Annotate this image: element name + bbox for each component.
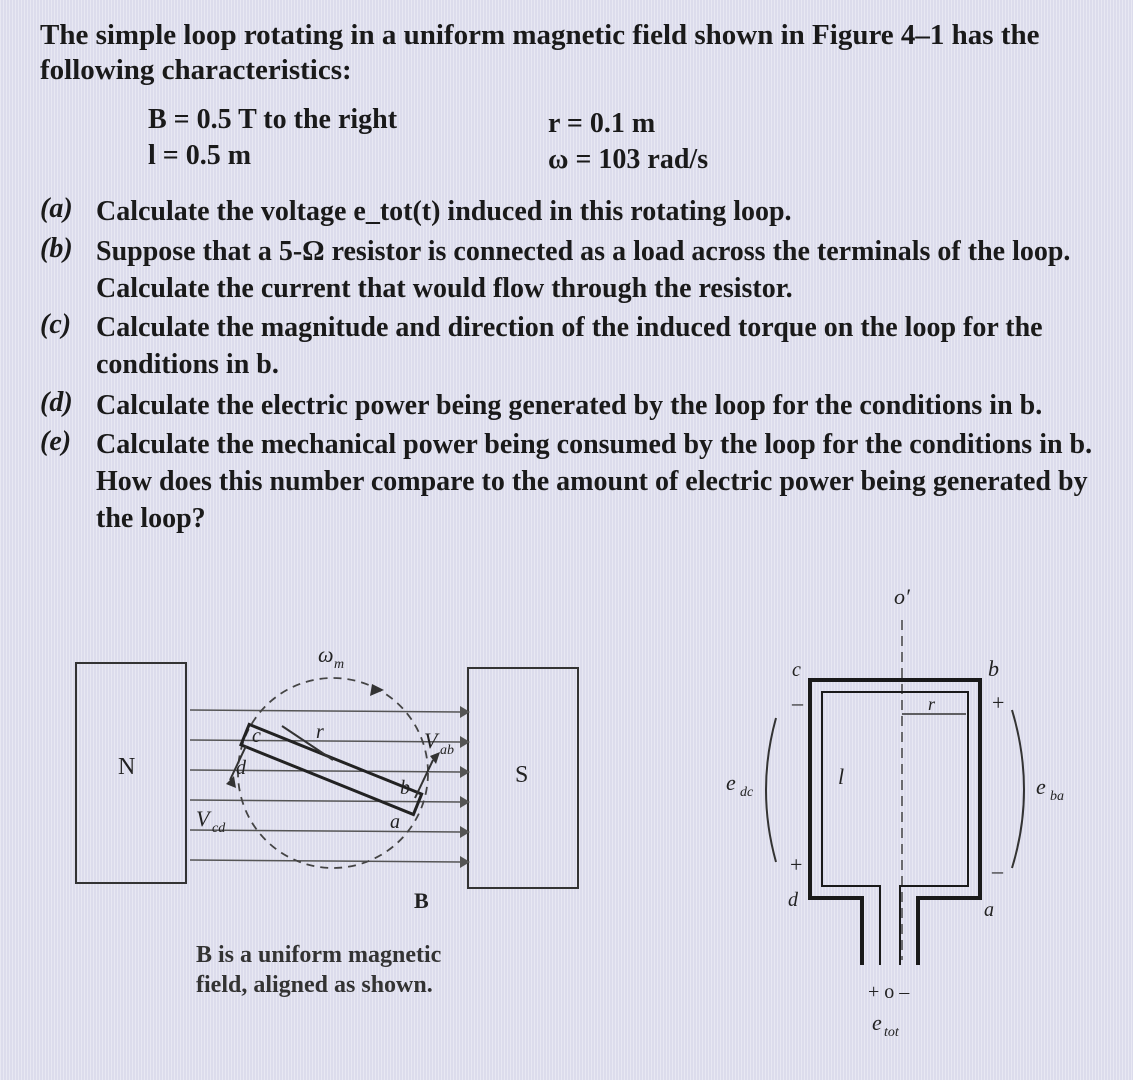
param-omega: ω = 103 rad/s — [548, 144, 709, 175]
question-d-text: Calculate the electric power being generated by the loop for the conditions in b. — [96, 390, 1043, 421]
field-B-label: B — [414, 888, 429, 913]
side-b-label: b — [400, 777, 410, 799]
edc-plus: + — [790, 852, 803, 877]
vcd-subscript: cd — [212, 821, 226, 836]
param-B: B = 0.5 T to the right — [148, 104, 398, 135]
corner-c-label: c — [792, 659, 801, 681]
side-a-label: a — [390, 811, 400, 833]
edc-label: e — [726, 770, 736, 795]
eba-label: e — [1036, 774, 1046, 799]
question-b-text: Suppose that a 5-Ω resistor is connected as a load across the terminals of the loop. Calculate the current that would flow through the resistor. — [96, 236, 1071, 304]
terminal-polarity: + o – — [868, 981, 910, 1003]
question-c-text: Calculate the magnitude and direction of the induced torque on the loop for the conditions in b. — [96, 312, 1043, 380]
edc-subscript: dc — [740, 785, 754, 800]
problem-intro: The simple loop rotating in a uniform magnetic field shown in Figure 4–1 has the following characteristics: — [40, 19, 1040, 86]
rotation-path — [238, 678, 428, 868]
question-d-label: (d) — [40, 387, 73, 418]
vab-subscript: ab — [440, 743, 454, 758]
question-e-text: Calculate the mechanical power being consumed by the loop for the conditions in b. How does this number compare to the amount of electric power being generated by the loop? — [96, 429, 1093, 534]
question-a-label: (a) — [40, 193, 73, 224]
radius-line — [282, 726, 333, 760]
omega-subscript: m — [334, 657, 345, 672]
vab-label: V — [424, 728, 438, 753]
edc-minus: – — [792, 690, 803, 715]
eba-subscript: ba — [1050, 789, 1064, 804]
loop-inner-outline — [822, 692, 968, 965]
corner-a-label: a — [984, 899, 994, 921]
omega-arrowhead — [370, 684, 384, 696]
side-d-label: d — [236, 757, 246, 779]
radius-label: r — [316, 721, 324, 743]
radius-r-label: r — [928, 694, 936, 714]
param-r: r = 0.1 m — [548, 108, 656, 139]
omega-label: ω — [318, 642, 334, 667]
eba-bracket — [1012, 710, 1024, 868]
north-pole-label: N — [118, 754, 136, 780]
etot-subscript: tot — [884, 1025, 899, 1040]
question-b-label: (b) — [40, 233, 73, 264]
eba-plus: + — [992, 690, 1005, 715]
question-a-text: Calculate the voltage e_tot(t) induced in this rotating loop. — [96, 196, 792, 227]
param-l: l = 0.5 m — [148, 140, 252, 171]
south-pole-label: S — [515, 762, 529, 788]
figure-caption: B is a uniform magnetic field, aligned as shown. — [196, 942, 442, 998]
etot-label: e — [872, 1010, 882, 1035]
eba-minus: – — [992, 858, 1003, 883]
corner-b-label: b — [988, 656, 999, 681]
question-c-label: (c) — [40, 309, 72, 340]
length-l-label: l — [838, 764, 845, 789]
question-e-label: (e) — [40, 426, 72, 457]
vcd-label: V — [196, 806, 210, 831]
edc-bracket — [766, 718, 776, 862]
vab-arrow — [415, 760, 433, 798]
side-c-label: c — [252, 725, 261, 747]
corner-d-label: d — [788, 889, 798, 911]
field-lines — [190, 710, 460, 862]
axis-o-prime-label: o′ — [894, 584, 910, 609]
loop-outline — [810, 680, 980, 965]
